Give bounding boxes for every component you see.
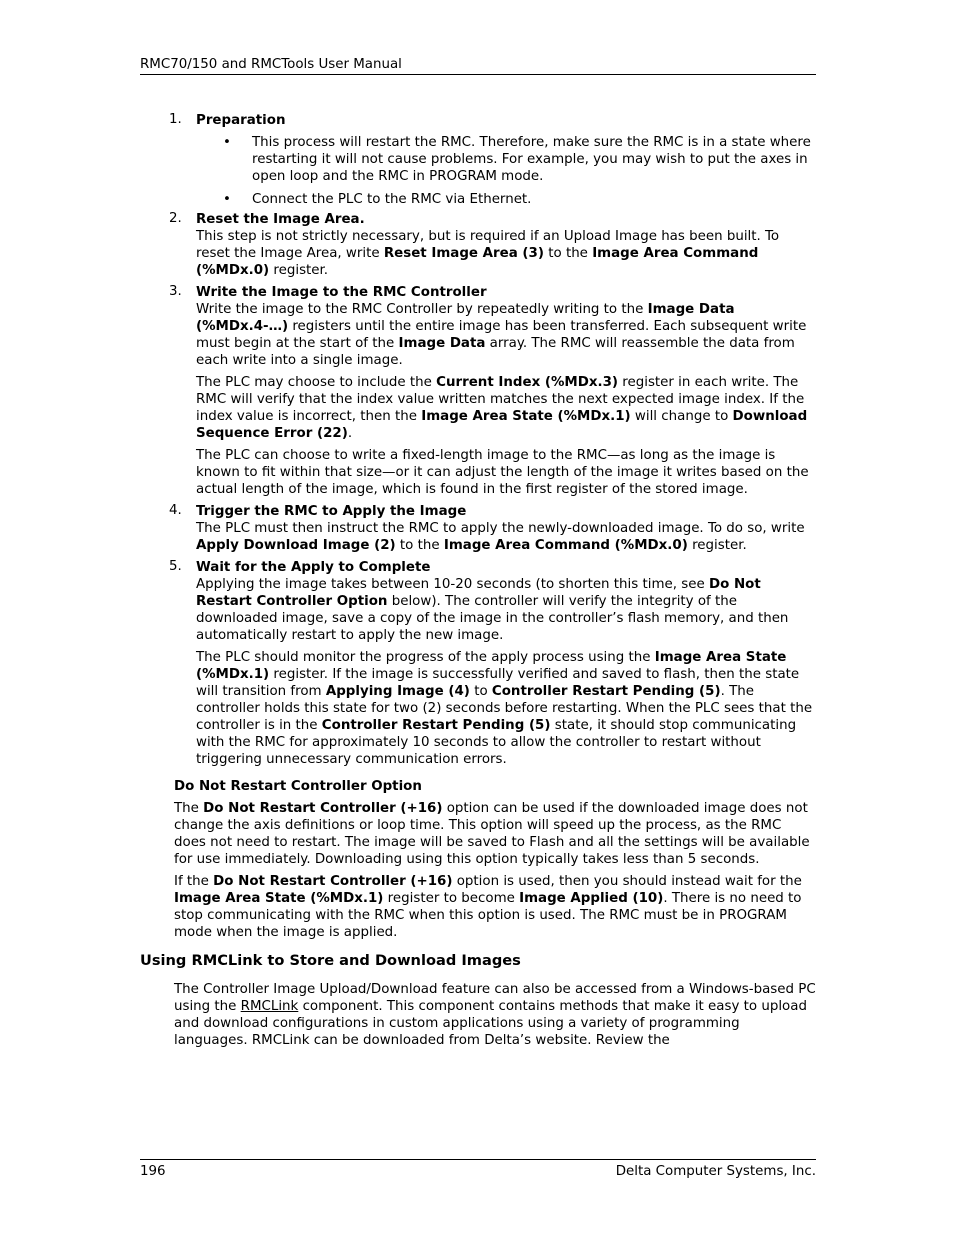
step-2 — [140, 211, 816, 279]
section-paragraph: The Controller Image Upload/Download feature can also be accessed from a Windows-based PC using the RMCLink component. This component contains methods that make it easy to upload and download configurations in custom applications using a variety of programming languages. RMCLink can be downloaded from Delta’s website. Review the — [174, 982, 816, 1048]
step-title: Preparation — [196, 113, 286, 128]
company-name: Delta Computer Systems, Inc. — [615, 1164, 816, 1179]
step-3 — [140, 284, 816, 498]
step-title: Write the Image to the RMC Controller — [196, 285, 487, 300]
step-1 — [140, 112, 816, 129]
step-paragraph: The PLC must then instruct the RMC to apply the newly-downloaded image. To do so, write Apply Download Image (2) to the Image Area Command (%MDx.0) register. — [196, 521, 805, 553]
rmclink-link[interactable]: RMCLink — [240, 999, 299, 1014]
bullet-icon: • — [223, 135, 231, 150]
section-title: Do Not Restart Controller Option — [174, 779, 422, 794]
step-paragraph: Applying the image takes between 10-20 seconds (to shorten this time, see Do Not Restart Controller Option below). The controller will verify the integrity of the downloaded image, save a copy of the image in the controller’s flash memory, and then automatically restart to apply the new image. — [196, 577, 789, 643]
step-number: 4. — [169, 503, 182, 518]
step-title: Trigger the RMC to Apply the Image — [196, 504, 467, 519]
step-5 — [140, 559, 816, 768]
section-paragraph: If the Do Not Restart Controller (+16) option is used, then you should instead wait for the Image Area State (%MDx.1) register to become Image Applied (10). There is no need to stop communicating with the RMC when this option is used. The RMC must be in PROGRAM mode when the image is applied. — [174, 874, 802, 940]
step-paragraph: The PLC may choose to include the Current Index (%MDx.3) register in each write. The RMC will verify that the index value written matches the next expected image index. If the index value is incorrect, then the Image Area State (%MDx.1) will change to Download Sequence Error (22). — [196, 375, 808, 441]
rmclink-section — [140, 981, 816, 1049]
step-number: 2. — [169, 211, 182, 226]
list-item: • Connect the PLC to the RMC via Ethernet. — [223, 192, 532, 207]
section-heading: Using RMCLink to Store and Download Images — [140, 952, 521, 969]
list-item: • This process will restart the RMC. Therefore, make sure the RMC is in a state where restarting it will not cause problems. For example, you may wish to put the axes in open loop and the RMC in PROGRAM mode. — [223, 135, 811, 184]
manual-title: RMC70/150 and RMCTools User Manual — [140, 57, 402, 72]
step-number: 1. — [169, 112, 182, 127]
step-1-bullets — [140, 134, 816, 208]
page-content — [140, 112, 816, 1049]
page-header — [140, 56, 816, 75]
step-paragraph: The PLC can choose to write a fixed-length image to the RMC—as long as the image is known to fit within that size—or it can adjust the length of the image it writes based on the actual length of the image, which is found in the first register of the stored image. — [196, 448, 809, 497]
step-paragraph: This step is not strictly necessary, but is required if an Upload Image has been built. To reset the Image Area, write Reset Image Area (3) to the Image Area Command (%MDx.0) register. — [196, 229, 780, 278]
step-number: 3. — [169, 284, 182, 299]
option-section — [140, 778, 816, 941]
step-paragraph: The PLC should monitor the progress of the apply process using the Image Area State (%MDx.1) register. If the image is successfully verified and saved to flash, then the state will transition from Applying Image (4) to Controller Restart Pending (5). The controller holds this state for two (2) seconds before restarting. When the PLC sees that the controller is in the Controller Restart Pending (5) state, it should stop communicating with the RMC for approximately 10 seconds to allow the controller to restart without triggering unnecessary communication errors. — [196, 650, 813, 767]
bullet-icon: • — [223, 192, 231, 207]
section-paragraph: The Do Not Restart Controller (+16) option can be used if the downloaded image does not change the axis definitions or loop time. This option will speed up the process, as the RMC does not need to restart. The image will be saved to Flash and all the settings will be available for use immediately. Downloading using this option typically takes less than 5 seconds. — [174, 801, 810, 867]
page-number: 196 — [140, 1164, 166, 1179]
step-paragraph: Write the image to the RMC Controller by repeatedly writing to the Image Data (%MDx.4-…) registers until the entire image has been transferred. Each subsequent write must begin at the start of the Image Data array. The RMC will reassemble the data from each write into a single image. — [196, 302, 807, 368]
step-4 — [140, 503, 816, 554]
step-number: 5. — [169, 559, 182, 574]
page-footer — [140, 1159, 816, 1180]
step-title: Wait for the Apply to Complete — [196, 560, 431, 575]
step-title: Reset the Image Area. — [196, 212, 365, 227]
